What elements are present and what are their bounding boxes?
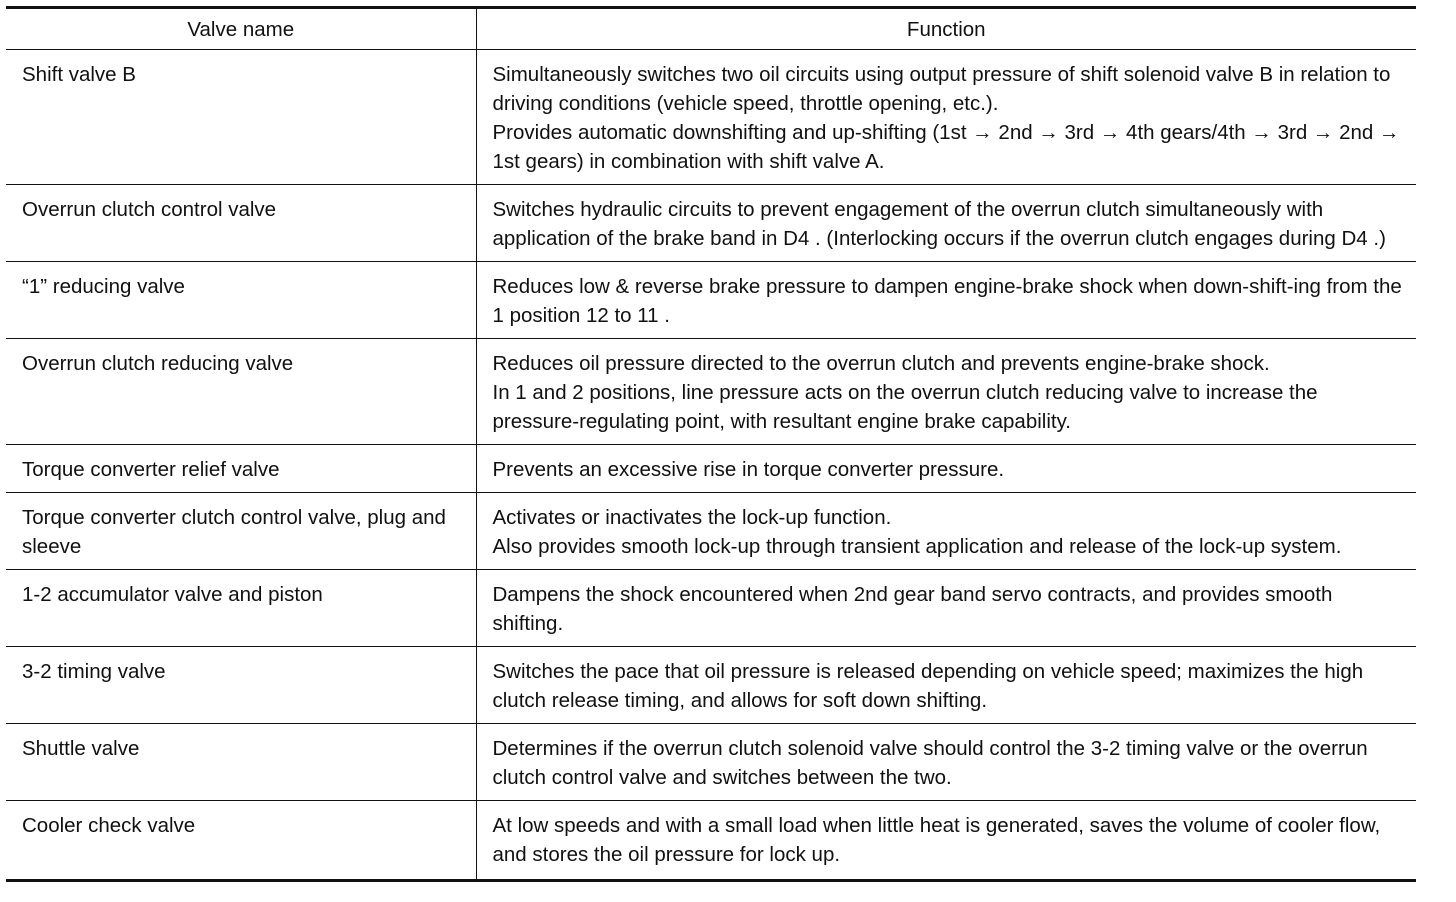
valve-name-cell: Overrun clutch reducing valve [6,339,476,445]
function-text: Simultaneously switches two oil circuits using output pressure of shift solenoid valve B in relation to driving conditions (vehicle speed, throttle opening, etc.). [492,63,1391,115]
function-cell [476,445,1416,493]
function-text: In 1 and 2 positions, line pressure acts on the overrun clutch reducing valve to increase the pressure-regulating point, with resultant engine brake capability. [492,381,1318,433]
function-cell [476,262,1416,339]
function-cell [476,647,1416,724]
table-row [6,647,1416,724]
table-row [6,185,1416,262]
function-text: Switches hydraulic circuits to prevent engagement of the overrun clutch simultaneously with application of the brake band in D4 . (Interlocking occurs if the overrun clutch engages during D4 .) [492,198,1386,250]
function-text: Determines if the overrun clutch solenoid valve should control the 3-2 timing valve or the overrun clutch control valve and switches between the two. [492,737,1368,789]
table-row [6,570,1416,647]
function-text: Also provides smooth lock-up through transient application and release of the lock-up system. [492,535,1342,558]
header-valve-name: Valve name [6,8,476,50]
table-row [6,493,1416,570]
table-row [6,724,1416,801]
table-header-row [6,8,1416,50]
valve-name-cell: Torque converter clutch control valve, plug and sleeve [6,493,476,570]
valve-name-cell: Torque converter relief valve [6,445,476,493]
valve-name-cell: “1” reducing valve [6,262,476,339]
function-cell [476,185,1416,262]
function-cell [476,339,1416,445]
function-text: Activates or inactivates the lock-up function. [492,506,892,529]
valve-function-table [6,6,1416,882]
function-text: At low speeds and with a small load when little heat is generated, saves the volume of cooler flow, and stores the oil pressure for lock up. [492,814,1381,866]
function-cell [476,50,1416,185]
table-row [6,445,1416,493]
valve-name-cell: Shift valve B [6,50,476,185]
valve-name-cell: 1-2 accumulator valve and piston [6,570,476,647]
function-text: Reduces oil pressure directed to the overrun clutch and prevents engine-brake shock. [492,352,1270,375]
function-cell [476,724,1416,801]
table-row [6,801,1416,881]
table-row [6,50,1416,185]
function-text: Reduces low & reverse brake pressure to dampen engine-brake shock when down-shift-ing from the 1 position 12 to 11 . [492,275,1402,327]
function-text: Prevents an excessive rise in torque converter pressure. [492,458,1005,481]
valve-function-table-container [6,6,1416,882]
function-cell [476,570,1416,647]
table-row [6,262,1416,339]
valve-name-cell: Cooler check valve [6,801,476,881]
header-function: Function [476,8,1416,50]
table-body [6,50,1416,881]
valve-name-cell: 3-2 timing valve [6,647,476,724]
table-row [6,339,1416,445]
function-text: Switches the pace that oil pressure is released depending on vehicle speed; maximizes the high clutch release timing, and allows for soft down shifting. [492,660,1364,712]
function-text: Dampens the shock encountered when 2nd gear band servo contracts, and provides smooth shifting. [492,583,1333,635]
function-cell [476,493,1416,570]
function-text: Provides automatic downshifting and up-shifting (1st → 2nd → 3rd → 4th gears/4th → 3rd → 2nd → 1st gears) in combination with shift valve A. [492,121,1400,173]
valve-name-cell: Overrun clutch control valve [6,185,476,262]
valve-name-cell: Shuttle valve [6,724,476,801]
function-cell [476,801,1416,881]
